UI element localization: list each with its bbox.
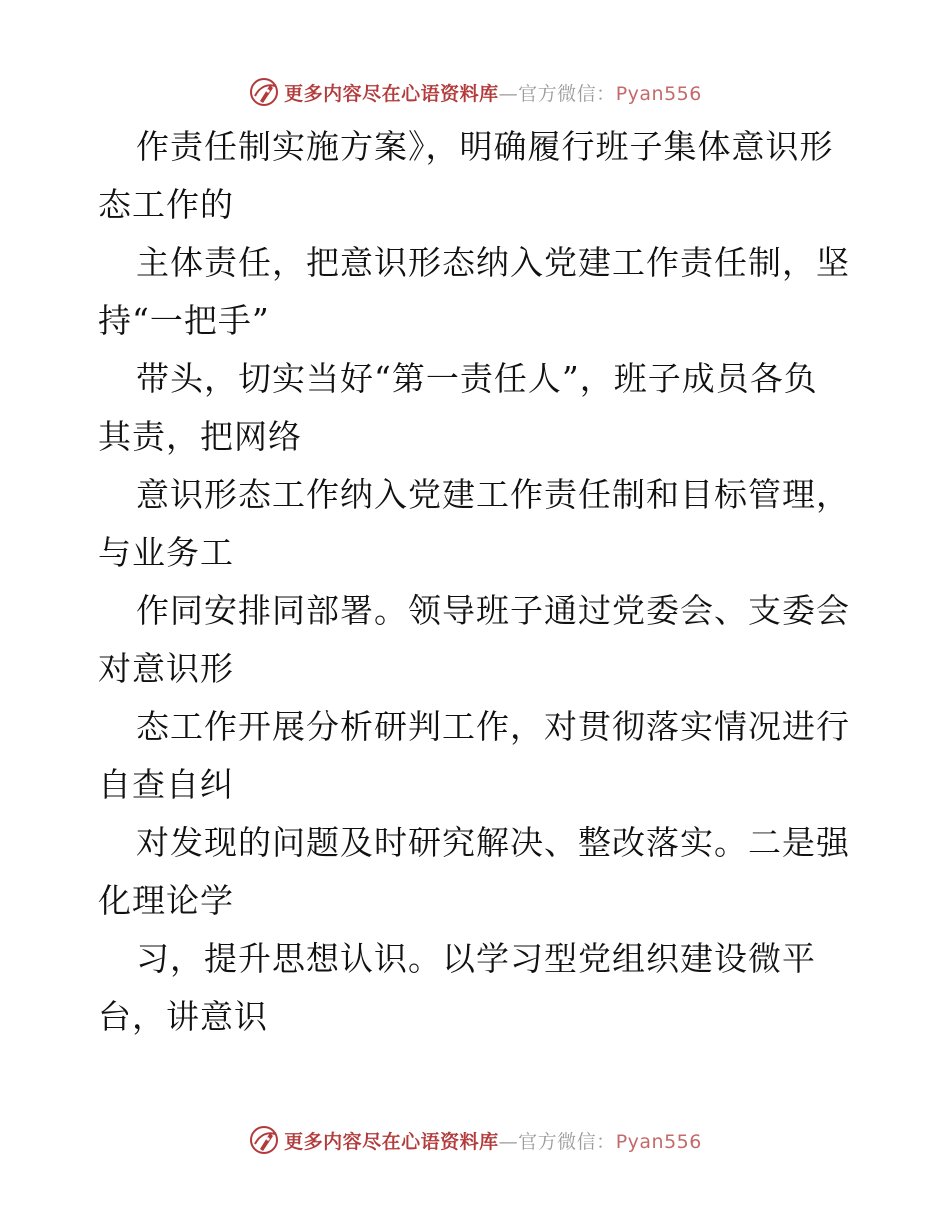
header-banner — [0, 72, 950, 112]
pen-nib-logo-icon — [248, 76, 280, 108]
text-line: 对发现的问题及时研究解决、整改落实。二是强 — [136, 823, 850, 862]
text-line: 意识形态工作纳入党建工作责任制和目标管理， — [136, 475, 850, 514]
banner-separator: —官方微信： — [498, 1130, 616, 1153]
text-line: 其责，把网络 — [98, 417, 302, 456]
pen-nib-logo-icon — [248, 1124, 280, 1156]
banner-wechat-id: Pyan556 — [615, 1130, 702, 1153]
banner-title: 更多内容尽在心语资料库—官方微信：Pyan556 — [284, 1130, 702, 1153]
text-line: 态工作的 — [98, 185, 234, 224]
text-line: 台，讲意识 — [98, 997, 268, 1036]
text-line: 作责任制实施方案》，明确履行班子集体意识形 — [136, 127, 834, 166]
text-line: 持“一把手” — [98, 301, 270, 340]
text-line: 态工作开展分析研判工作，对贯彻落实情况进行 — [136, 707, 850, 746]
banner-title: 更多内容尽在心语资料库—官方微信：Pyan556 — [284, 82, 702, 105]
text-line: 自查自纠 — [98, 765, 234, 804]
banner-separator: —官方微信： — [498, 82, 616, 105]
text-line: 主体责任，把意识形态纳入党建工作责任制，坚 — [136, 243, 850, 282]
banner-wechat-id: Pyan556 — [615, 82, 702, 105]
text-line: 化理论学 — [98, 881, 234, 920]
footer-banner — [0, 1120, 950, 1160]
text-line: 带头，切实当好“第一责任人”，班子成员各负 — [136, 359, 818, 398]
text-line: 习，提升思想认识。以学习型党组织建设微平 — [136, 939, 816, 978]
text-line: 与业务工 — [98, 533, 234, 572]
document-body — [98, 118, 858, 1046]
text-line: 作同安排同部署。领导班子通过党委会、支委会 — [136, 591, 850, 630]
text-line: 对意识形 — [98, 649, 234, 688]
